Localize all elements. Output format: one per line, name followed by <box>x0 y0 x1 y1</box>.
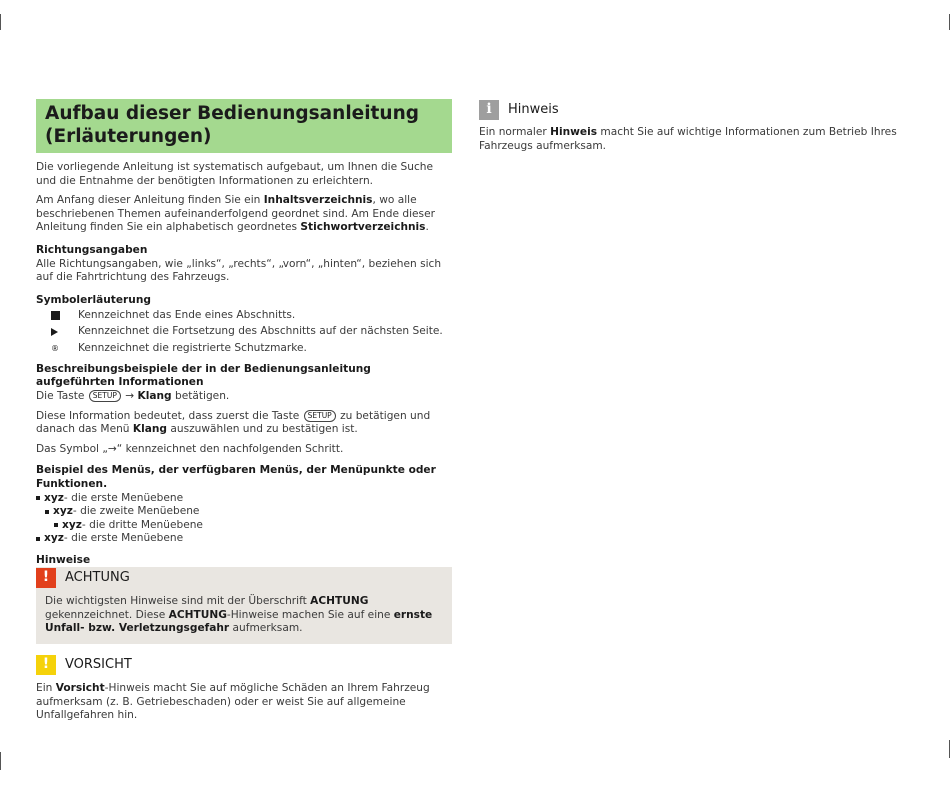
menu-item-bold: xyz <box>53 505 73 518</box>
setup-key-icon: SETUP <box>89 390 121 402</box>
toc-text-3: . <box>425 221 429 234</box>
hinweis-header <box>479 99 899 121</box>
bullet-square-icon <box>36 537 40 541</box>
arrow-text: → <box>121 390 138 403</box>
achtung-text-part: -Hinweise machen Sie auf eine <box>226 608 394 621</box>
vorsicht-bold: Vorsicht <box>55 681 105 694</box>
crop-mark-bottom-left <box>0 752 1 770</box>
menu-item-bold: xyz <box>44 532 64 545</box>
info-icon: i <box>479 100 499 120</box>
menu-level-item <box>36 519 452 533</box>
registered-mark-icon: ® <box>51 343 59 353</box>
symbol-item-text: Kennzeichnet die registrierte Schutzmarke. <box>78 341 307 354</box>
vorsicht-header <box>36 654 452 676</box>
achtung-text-part: Die wichtigsten Hinweise sind mit der Überschrift <box>45 595 311 608</box>
hinweise-heading: Hinweise <box>36 553 91 566</box>
page-title: Aufbau dieser Bedienungsanleitung (Erläuterungen) <box>36 99 452 153</box>
beschreibung-text: auszuwählen und zu bestätigen ist. <box>167 423 358 436</box>
warning-exclamation-icon: ! <box>36 568 56 588</box>
toc-text-2: , wo alle beschriebenen Themen aufeinanderfolgend geordnet sind. Am Ende dieser Anleitung finden Sie ein alphabetisch geordnetes <box>36 194 435 234</box>
menus-heading: Beispiel des Menüs, der verfügbaren Menüs, der Menüpunkte oder Funktionen. <box>36 464 436 490</box>
richtung-text: Alle Richtungsangaben, wie „links“, „rechts“, „vorn“, „hinten“, beziehen sich auf die Fahrtrichtung des Fahrzeugs. <box>36 257 442 284</box>
menu-item-bold: xyz <box>62 518 82 531</box>
hinweis-text-part: macht Sie auf wichtige Informationen zum Betrieb Ihres Fahrzeugs aufmerksam. <box>479 126 897 152</box>
achtung-box <box>36 567 452 644</box>
vorsicht-text-part: Ein <box>36 681 56 694</box>
menu-item-text: - die erste Menüebene <box>63 532 184 545</box>
achtung-bold-danger: ernste Unfall- bzw. Verletzungsgefahr <box>45 608 433 635</box>
square-end-icon <box>51 311 60 320</box>
achtung-bold: ACHTUNG <box>168 608 227 621</box>
achtung-text-part: aufmerksam. <box>229 622 303 635</box>
menu-item-text: - die erste Menüebene <box>63 491 184 504</box>
symbol-item-text: Kennzeichnet das Ende eines Abschnitts. <box>78 308 296 321</box>
menu-level-item <box>36 505 452 519</box>
beschreibung-paragraph-3: Das Symbol „→“ kennzeichnet den nachfolgenden Schritt. <box>36 442 344 455</box>
hinweis-text-part: Ein normaler <box>479 126 551 138</box>
achtung-title: ACHTUNG <box>65 570 130 586</box>
toc-paragraph <box>36 194 452 235</box>
toc-text-1: Am Anfang dieser Anleitung finden Sie ein <box>36 194 264 207</box>
toc-bold-stichwortverzeichnis: Stichwortverzeichnis <box>300 221 426 234</box>
hinweis-text <box>479 126 899 153</box>
bullet-square-icon <box>36 496 40 500</box>
symbol-item <box>36 307 452 324</box>
intro-paragraph: Die vorliegende Anleitung ist systematisch aufgebaut, um Ihnen die Suche und die Entnahme der benötigten Informationen zu erleichtern. <box>36 161 433 187</box>
symbol-list <box>36 307 452 357</box>
achtung-header <box>36 567 452 589</box>
vorsicht-text-part: -Hinweis macht Sie auf mögliche Schäden an Ihrem Fahrzeug aufmerksam (z. B. Getriebeschaden) oder er weist Sie auf allgemeine Unfallgefahren hin. <box>36 681 430 722</box>
bullet-square-icon <box>45 510 49 514</box>
left-column <box>36 99 452 729</box>
achtung-text-part: gekennzeichnet. Diese <box>45 608 169 621</box>
hinweis-bold: Hinweis <box>550 126 598 138</box>
symbol-item-text: Kennzeichnet die Fortsetzung des Abschnitts auf der nächsten Seite. <box>78 325 443 338</box>
setup-key-icon: SETUP <box>304 410 336 422</box>
beschreibung-heading: Beschreibungsbeispiele der in der Bedienungsanleitung aufgeführten Informationen <box>36 362 371 389</box>
beschreibung-text: betätigen. <box>171 390 230 403</box>
crop-mark-top-left <box>0 14 1 30</box>
klang-bold: Klang <box>137 390 172 403</box>
symbol-item <box>36 324 452 341</box>
menu-item-text: - die dritte Menüebene <box>81 518 203 531</box>
menu-list <box>36 492 452 546</box>
menu-item-text: - die zweite Menüebene <box>72 505 200 518</box>
beschreibung-text: Die Taste <box>36 390 88 403</box>
vorsicht-title: VORSICHT <box>65 657 132 673</box>
beschreibung-text: zu betätigen und danach das Menü <box>36 409 431 436</box>
symbole-heading: Symbolerläuterung <box>36 293 151 306</box>
richtung-heading: Richtungsangaben <box>36 243 148 256</box>
menu-item-bold: xyz <box>44 491 64 504</box>
klang-bold: Klang <box>132 423 168 436</box>
beschreibung-text: Diese Information bedeutet, dass zuerst die Taste <box>36 409 303 422</box>
triangle-continue-icon <box>51 328 58 336</box>
hinweis-title: Hinweis <box>508 102 559 118</box>
caution-exclamation-icon: ! <box>36 655 56 675</box>
toc-bold-inhaltsverzeichnis: Inhaltsverzeichnis <box>263 194 373 207</box>
beschreibung-line1 <box>36 390 452 404</box>
menu-level-item <box>36 492 452 506</box>
right-column <box>479 99 899 159</box>
bullet-square-icon <box>54 523 58 527</box>
achtung-text <box>36 589 452 636</box>
symbol-item <box>36 340 452 357</box>
achtung-bold: ACHTUNG <box>310 595 369 608</box>
vorsicht-text <box>36 682 452 723</box>
beschreibung-paragraph-2 <box>36 410 452 437</box>
menu-level-item <box>36 532 452 546</box>
